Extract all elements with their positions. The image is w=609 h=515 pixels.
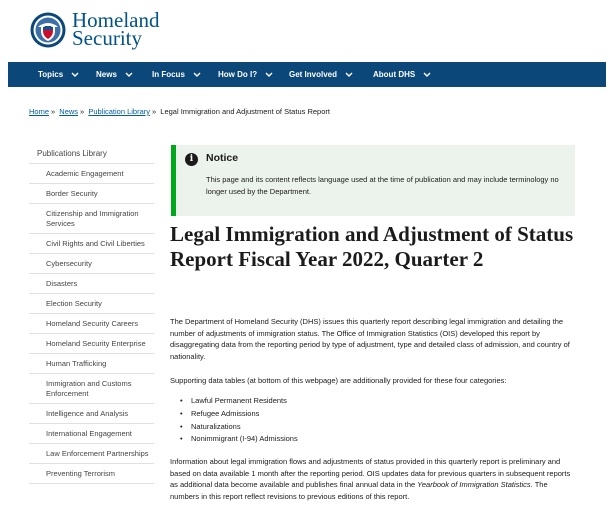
nav-label: About DHS xyxy=(373,70,416,79)
sidebar-item-civil-rights[interactable]: Civil Rights and Civil Liberties xyxy=(29,234,154,254)
yearbook-title: Yearbook of Immigration Statistics xyxy=(417,480,531,489)
logo-line-1: Homeland xyxy=(72,8,160,32)
sidebar-item-academic-engagement[interactable]: Academic Engagement xyxy=(29,164,154,184)
dhs-seal-icon[interactable] xyxy=(30,12,66,48)
notice-alert xyxy=(171,145,575,216)
info-icon: i xyxy=(185,153,198,166)
intro-paragraph: The Department of Homeland Security (DHS) issues this quarterly report describing legal immigration and detailing the number of adjustments of immigration status. The Office of Immigration Statistics (OIS) developed this report by disaggregating data from the reporting period by type of adjustment, type and detailed class of admission, and country of nationality. xyxy=(170,317,570,361)
site-header xyxy=(0,0,609,60)
site-logo-text[interactable] xyxy=(72,8,160,50)
sidebar-item-cybersecurity[interactable]: Cybersecurity xyxy=(29,254,154,274)
sidebar-item-international[interactable]: International Engagement xyxy=(29,424,154,444)
logo-line-2: Security xyxy=(72,26,142,50)
breadcrumb-library-link[interactable]: Publication Library xyxy=(88,107,151,116)
breadcrumb-separator: » xyxy=(80,107,85,116)
breadcrumb xyxy=(29,107,330,116)
list-item: • Refugee Admissions xyxy=(180,408,298,421)
supporting-paragraph: Supporting data tables (at bottom of this webpage) are additionally provided for these four categories: xyxy=(170,376,507,385)
sidebar-item-careers[interactable]: Homeland Security Careers xyxy=(29,314,154,334)
sidebar-item-election-security[interactable]: Election Security xyxy=(29,294,154,314)
info-text-2: . The numbers in this report reflect revisions to previous editions of this report. xyxy=(170,480,548,501)
notice-body: This page and its content reflects language used at the time of publication and may include terminology no longer used by the Department. xyxy=(206,175,559,196)
list-item: • Naturalizations xyxy=(180,421,298,434)
sidebar-item-disasters[interactable]: Disasters xyxy=(29,274,154,294)
info-paragraph xyxy=(170,456,575,502)
nav-item-news[interactable] xyxy=(96,62,133,87)
notice-title: Notice xyxy=(206,152,239,164)
sidebar-item-citizenship[interactable]: Citizenship and Immigration Services xyxy=(29,204,154,234)
sidebar-item-ice[interactable]: Immigration and Customs Enforcement xyxy=(29,374,154,404)
main-navigation xyxy=(8,62,606,87)
chevron-down-icon xyxy=(71,72,79,78)
nav-label: Get Involved xyxy=(289,70,338,79)
nav-item-about-dhs[interactable] xyxy=(373,62,431,87)
chevron-down-icon xyxy=(193,72,201,78)
nav-item-topics[interactable] xyxy=(38,62,79,87)
sidebar-item-border-security[interactable]: Border Security xyxy=(29,184,154,204)
breadcrumb-current: Legal Immigration and Adjustment of Status Report xyxy=(160,107,330,116)
chevron-down-icon xyxy=(265,72,273,78)
nav-label: In Focus xyxy=(152,70,185,79)
list-item: • Nonimmigrant (I-94) Admissions xyxy=(180,433,298,446)
breadcrumb-home-link[interactable]: Home xyxy=(29,107,50,116)
category-list xyxy=(180,395,298,446)
chevron-down-icon xyxy=(345,72,353,78)
chevron-down-icon xyxy=(423,72,431,78)
nav-label: Topics xyxy=(38,70,64,79)
list-item: • Lawful Permanent Residents xyxy=(180,395,298,408)
page-title: Legal Immigration and Adjustment of Status Report Fiscal Year 2022, Quarter 2 xyxy=(170,222,574,271)
nav-item-in-focus[interactable] xyxy=(152,62,201,87)
sidebar-item-intelligence[interactable]: Intelligence and Analysis xyxy=(29,404,154,424)
info-text-1: Information about legal immigration flows and adjustments of status provided in this quarterly report is preliminary and based on data available 1 month after the reporting period. OIS updates data for previous quarters in subsequent reports as additional data become available and publishes final annual data in the xyxy=(170,457,571,489)
nav-item-get-involved[interactable] xyxy=(289,62,353,87)
chevron-down-icon xyxy=(125,72,133,78)
nav-label: How Do I? xyxy=(218,70,258,79)
sidebar-heading-link[interactable]: Publications Library xyxy=(29,145,154,164)
sidebar-item-enterprise[interactable]: Homeland Security Enterprise xyxy=(29,334,154,354)
breadcrumb-news-link[interactable]: News xyxy=(59,107,79,116)
breadcrumb-separator: » xyxy=(152,107,157,116)
sidebar-item-law-enforcement[interactable]: Law Enforcement Partnerships xyxy=(29,444,154,464)
sidebar-item-human-trafficking[interactable]: Human Trafficking xyxy=(29,354,154,374)
nav-item-how-do-i[interactable] xyxy=(218,62,273,87)
sidebar-navigation xyxy=(29,145,154,484)
breadcrumb-separator: » xyxy=(51,107,56,116)
nav-label: News xyxy=(96,70,117,79)
sidebar-item-preventing-terrorism[interactable]: Preventing Terrorism xyxy=(29,464,154,484)
